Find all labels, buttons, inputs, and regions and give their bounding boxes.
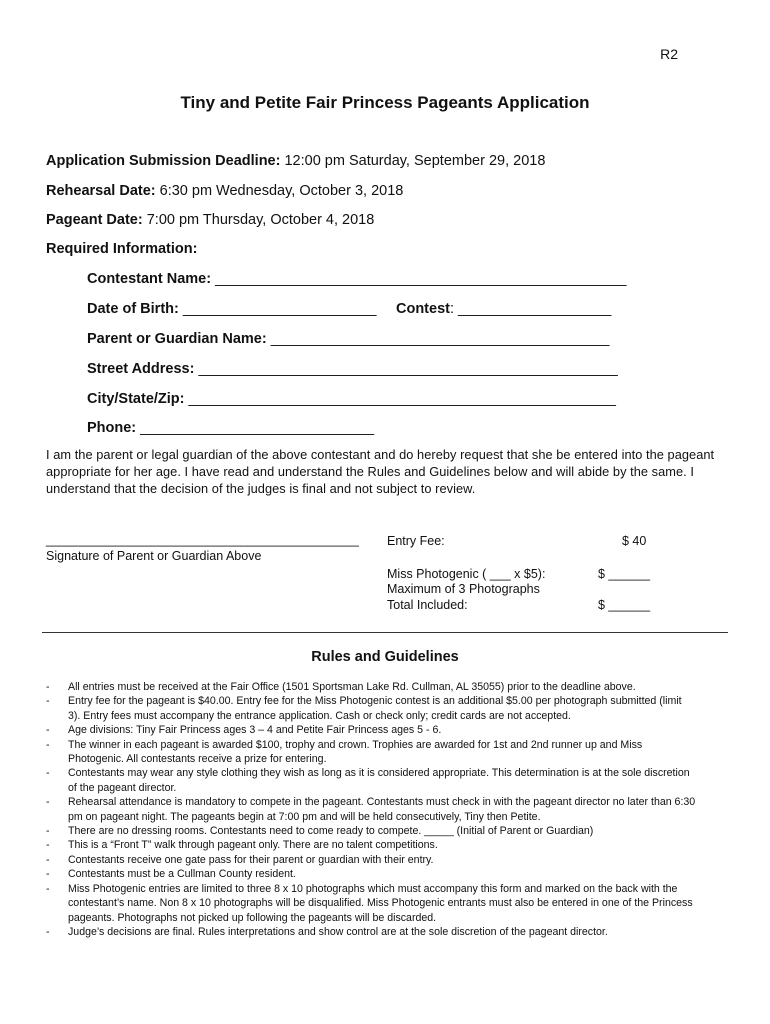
date-of-birth-label: Date of Birth:	[87, 301, 179, 317]
rule-text: There are no dressing rooms. Contestants need to come ready to compete. _____ (Initial of Parent or Guardian)	[68, 825, 594, 838]
contest-colon: :	[449, 301, 455, 317]
rehearsal-label: Rehearsal Date:	[46, 183, 156, 199]
rule-dash: -	[46, 882, 50, 895]
street-address-label: Street Address:	[87, 361, 195, 377]
entry-fee-value: $ 40	[622, 534, 647, 548]
rule-item	[46, 680, 696, 694]
page-title: Tiny and Petite Fair Princess Pageants Application	[180, 93, 590, 112]
rule-dash: -	[46, 738, 50, 751]
rule-item	[46, 853, 696, 867]
contestant-name-field[interactable]	[87, 271, 626, 287]
rule-text: Entry fee for the pageant is $40.00. Entry fee for the Miss Photogenic contest is an additional $5.00 per photograph submitted (limit 3). Entry fees must accompany the entrance application. Cash or check only; credit cards are not accepted.	[68, 695, 682, 722]
rehearsal-line	[46, 183, 403, 199]
rule-item	[46, 838, 696, 852]
rule-text: Rehearsal attendance is mandatory to compete in the pageant. Contestants must check in with the pageant director no later than 6:30 pm on pageant night. The pageants begin at 7:00 pm and will be held consecutively, Tiny then Petite.	[68, 796, 696, 823]
rule-item	[46, 694, 696, 723]
city-state-zip-field[interactable]	[87, 391, 616, 407]
rule-text: All entries must be received at the Fair Office (1501 Sportsman Lake Rd. Cullman, AL 35055) prior to the deadline above.	[68, 681, 636, 693]
date-of-birth-blank[interactable]: ________________________	[182, 301, 377, 317]
phone-label: Phone:	[87, 420, 137, 436]
rule-item	[46, 766, 696, 795]
rule-item	[46, 882, 696, 925]
rule-dash: -	[46, 839, 50, 852]
guardian-declaration: I am the parent or legal guardian of the above contestant and do hereby request that she be entered into the pageant appropriate for her age. I have read and understand the Rules and Guidelines below and will abide by the same. I understand that the decision of the judges is final and not subject to review.	[46, 447, 715, 496]
signature-label: Signature of Parent or Guardian Above	[46, 549, 262, 563]
pageant-date-label: Pageant Date:	[46, 212, 143, 228]
rules-heading: Rules and Guidelines	[311, 649, 459, 665]
rule-item	[46, 795, 696, 824]
rule-item	[46, 738, 696, 767]
rule-text: Age divisions: Tiny Fair Princess ages 3 – 4 and Petite Fair Princess ages 5 - 6.	[68, 724, 442, 737]
rule-text: This is a “Front T” walk through pageant only. There are no talent competitions.	[68, 839, 438, 852]
rule-dash: -	[46, 681, 50, 693]
rule-item	[46, 824, 696, 838]
photo-maximum-note: Maximum of 3 Photographs	[387, 582, 540, 596]
rule-dash: -	[46, 868, 50, 881]
signature-line[interactable]: _____________________________________________	[46, 533, 359, 547]
photogenic-fee-value[interactable]: $ ______	[598, 567, 651, 581]
deadline-label: Application Submission Deadline:	[46, 153, 281, 169]
rule-dash: -	[46, 796, 50, 809]
rule-text: Contestants receive one gate pass for their parent or guardian with their entry.	[68, 853, 434, 866]
street-address-field[interactable]	[87, 361, 618, 377]
deadline-line	[46, 153, 545, 169]
entry-fee-label: Entry Fee:	[387, 534, 445, 548]
city-state-zip-blank[interactable]: _____________________________________________________	[188, 391, 616, 407]
rule-dash: -	[46, 724, 50, 737]
rule-text: Contestants may wear any style clothing they wish as long as it is considered appropriate. This determination is at the sole discretion of the pageant director.	[68, 767, 690, 794]
parent-name-blank[interactable]: __________________________________________	[270, 331, 610, 347]
rule-dash: -	[46, 825, 50, 838]
rule-dash: -	[46, 695, 50, 708]
total-included-label: Total Included:	[387, 598, 468, 612]
required-info-heading: Required Information:	[46, 241, 198, 257]
city-state-zip-label: City/State/Zip:	[87, 391, 185, 407]
rule-text: Judge’s decisions are final. Rules interpretations and show control are at the sole discretion of the pageant director.	[68, 925, 608, 938]
street-address-blank[interactable]: ____________________________________________________	[198, 361, 618, 377]
phone-field[interactable]	[87, 420, 374, 436]
pageant-date-value: 7:00 pm Thursday, October 4, 2018	[146, 212, 375, 228]
rehearsal-value: 6:30 pm Wednesday, October 3, 2018	[159, 183, 404, 199]
total-included-value[interactable]: $ ______	[598, 598, 651, 612]
date-of-birth-field[interactable]	[87, 301, 376, 317]
contestant-name-blank[interactable]: ___________________________________________________	[215, 271, 627, 287]
rule-dash: -	[46, 925, 50, 938]
contest-field[interactable]	[396, 301, 611, 317]
contest-label: Contest	[396, 301, 450, 317]
rule-text: Contestants must be a Cullman County resident.	[68, 868, 296, 881]
contest-blank[interactable]: ___________________	[458, 301, 612, 317]
rule-item	[46, 723, 696, 737]
rule-item	[46, 867, 696, 881]
rule-item	[46, 925, 696, 939]
photogenic-fee-label: Miss Photogenic ( ___ x $5):	[387, 567, 546, 581]
parent-name-label: Parent or Guardian Name:	[87, 331, 267, 347]
parent-name-field[interactable]	[87, 331, 609, 347]
phone-blank[interactable]: _____________________________	[140, 420, 375, 436]
rule-dash: -	[46, 767, 50, 780]
rule-text: The winner in each pageant is awarded $100, trophy and crown. Trophies are awarded for 1st and 2nd runner up and Miss Photogenic. All contestants receive a prize for entering.	[68, 738, 643, 766]
section-divider	[42, 632, 728, 633]
form-code: R2	[660, 46, 678, 62]
pageant-date-line	[46, 212, 374, 228]
rule-dash: -	[46, 853, 50, 866]
rules-list	[46, 680, 696, 939]
contestant-name-label: Contestant Name:	[87, 271, 212, 287]
deadline-value: 12:00 pm Saturday, September 29, 2018	[284, 153, 546, 169]
rule-text: Miss Photogenic entries are limited to three 8 x 10 photographs which must accompany this form and marked on the back with the contestant’s name. Non 8 x 10 photographs will be disqualified. Miss Photogenic entrants must also be entered in one of the Princess pageants. Photographs not picked up following the pageants will be discarded.	[68, 882, 693, 924]
